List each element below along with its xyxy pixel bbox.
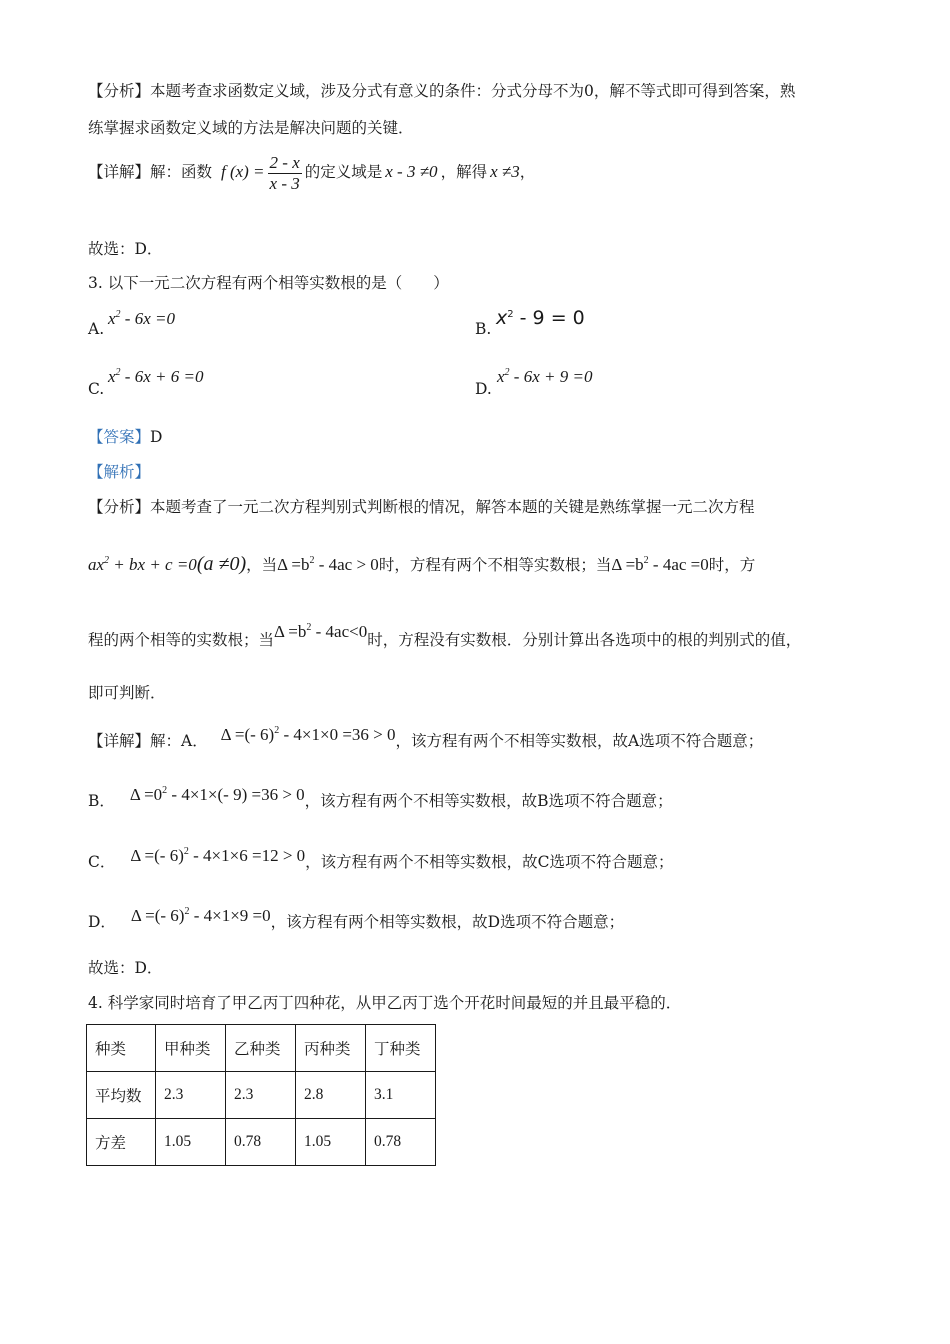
eq-rest: - 6x + 9 =0 bbox=[509, 367, 593, 386]
q3-choice: 故选：D． bbox=[88, 959, 163, 977]
option-c-equation bbox=[108, 367, 203, 387]
exponent: 2 bbox=[309, 555, 315, 566]
option-label: C． bbox=[88, 853, 116, 871]
disc-rest: - 4ac<0 bbox=[311, 622, 368, 641]
exponent: 2 bbox=[504, 367, 510, 378]
detail-text: ，该方程有两个不相等实数根，故B选项不符合题意； bbox=[304, 792, 673, 810]
table-header-cell: 丁种类 bbox=[366, 1025, 436, 1072]
calc-c bbox=[130, 846, 305, 865]
q3-analysis-line-2 bbox=[88, 546, 755, 580]
table-header-row bbox=[87, 1025, 436, 1072]
calc-rest: - 4×1×6 =12 > 0 bbox=[188, 846, 306, 865]
calc-d bbox=[131, 906, 271, 925]
q4-question: 4. 科学家同时培育了甲乙丙丁四种花，从甲乙丙丁选个开花时间最短的并且最平稳的． bbox=[88, 994, 682, 1012]
detail-label: 【详解】 bbox=[88, 163, 151, 181]
eq-var: x bbox=[108, 309, 116, 328]
punctuation: ， bbox=[519, 163, 536, 181]
function-name: f (x) = bbox=[220, 162, 265, 181]
calc-b bbox=[130, 785, 305, 804]
flower-table bbox=[86, 1024, 436, 1166]
eq-var: x bbox=[497, 367, 505, 386]
analysis-label: 【分析】 bbox=[88, 498, 151, 516]
option-c-label: C. bbox=[88, 380, 105, 398]
detail-text: 解：A． bbox=[150, 732, 208, 750]
q3-analysis-line-1 bbox=[88, 496, 755, 518]
exponent: 2 bbox=[115, 309, 121, 320]
discriminant-positive bbox=[277, 555, 379, 574]
option-label: B． bbox=[88, 792, 115, 810]
disc-main: Δ =b bbox=[274, 622, 307, 641]
calc-rest: - 4×1×(- 9) =36 > 0 bbox=[167, 785, 305, 804]
q3-detail-b bbox=[88, 782, 673, 816]
exponent: 2 bbox=[184, 906, 190, 917]
analysis-text: 本题考查求函数定义域，涉及分式有意义的条件：分式分母不为0，解不等式即可得到答案，熟 bbox=[150, 82, 796, 100]
table-header-cell: 丙种类 bbox=[296, 1025, 366, 1072]
domain-condition: x - 3 ≠0 bbox=[385, 162, 438, 181]
domain-result: x ≠3 bbox=[490, 162, 520, 181]
q3-detail-c bbox=[88, 843, 674, 877]
eq-rest: - 9 = 0 bbox=[513, 307, 585, 329]
discriminant-negative bbox=[274, 622, 367, 641]
discriminant-zero bbox=[611, 555, 708, 574]
q3-answer bbox=[88, 426, 162, 448]
q2-choice: 故选：D． bbox=[88, 240, 163, 258]
answer-value: D bbox=[150, 428, 163, 446]
table-cell: 1.05 bbox=[296, 1119, 366, 1166]
table-cell: 方差 bbox=[87, 1119, 156, 1166]
table-row bbox=[87, 1119, 436, 1166]
exponent: 2 bbox=[104, 555, 110, 566]
analysis-label: 【分析】 bbox=[88, 82, 151, 100]
analysis-text: 时，方程有两个不相等实数根；当 bbox=[378, 556, 612, 574]
disc-main: Δ =b bbox=[611, 555, 644, 574]
exponent: 2 bbox=[507, 309, 514, 320]
analysis-text: 时，方 bbox=[708, 556, 756, 574]
analysis-text: 练掌握求函数定义域的方法是解决问题的关键． bbox=[88, 119, 414, 137]
fraction bbox=[268, 153, 302, 194]
eq-condition: (a ≠0) bbox=[196, 553, 247, 575]
table-cell: 2.3 bbox=[226, 1072, 296, 1119]
q3-analysis-line-4: 即可判断． bbox=[88, 684, 166, 702]
analysis-text: 程的两个相等的实数根；当 bbox=[88, 631, 275, 649]
solved-text: ，解得 bbox=[440, 163, 488, 181]
table-cell: 0.78 bbox=[226, 1119, 296, 1166]
analysis-text: 时，方程没有实数根．分别计算出各选项中的根的判别式的值， bbox=[367, 631, 802, 649]
answer-label: 【答案】 bbox=[88, 428, 151, 446]
exponent: 2 bbox=[115, 367, 121, 378]
exponent: 2 bbox=[643, 555, 649, 566]
detail-text: ，该方程有两个不相等实数根，故C选项不符合题意； bbox=[305, 853, 674, 871]
q2-analysis-line-2 bbox=[88, 117, 414, 139]
table-row bbox=[87, 1072, 436, 1119]
option-label: D． bbox=[88, 913, 116, 931]
disc-main: Δ =b bbox=[277, 555, 310, 574]
exponent: 2 bbox=[306, 622, 312, 633]
option-b-label: B. bbox=[475, 320, 492, 338]
detail-text: ，该方程有两个不相等实数根，故A选项不符合题意； bbox=[395, 732, 764, 750]
table-cell: 平均数 bbox=[87, 1072, 156, 1119]
option-b-equation bbox=[496, 307, 585, 329]
calc-a bbox=[221, 725, 396, 744]
q3-detail-d bbox=[88, 903, 624, 937]
eq-var: x bbox=[496, 307, 508, 329]
eq-var: x bbox=[108, 367, 116, 386]
option-d-equation bbox=[497, 367, 592, 387]
table-cell: 3.1 bbox=[366, 1072, 436, 1119]
q3-detail-a bbox=[88, 722, 763, 756]
option-a-label: A. bbox=[88, 320, 105, 338]
analysis-text: 本题考查了一元二次方程判别式判断根的情况，解答本题的关键是熟练掌握一元二次方程 bbox=[150, 498, 755, 516]
calc-rest: - 4×1×9 =0 bbox=[189, 906, 271, 925]
eq-rest: - 6x =0 bbox=[120, 309, 175, 328]
calc-main: Δ =0 bbox=[129, 785, 163, 804]
calc-main: Δ =(- 6) bbox=[130, 846, 184, 865]
disc-rest: - 4ac > 0 bbox=[314, 555, 379, 574]
detail-label: 【详解】 bbox=[88, 732, 151, 750]
domain-text: 的定义域是 bbox=[304, 163, 383, 181]
exponent: 2 bbox=[162, 785, 168, 796]
table-cell: 0.78 bbox=[366, 1119, 436, 1166]
detail-text: 解：函数 bbox=[150, 163, 213, 181]
detail-text: ，该方程有两个相等实数根，故D选项不符合题意； bbox=[270, 913, 625, 931]
table-cell: 1.05 bbox=[156, 1119, 226, 1166]
exponent: 2 bbox=[183, 846, 189, 857]
analysis-text: ，当 bbox=[246, 556, 278, 574]
table-header-cell: 乙种类 bbox=[226, 1025, 296, 1072]
q2-analysis-line-1 bbox=[88, 80, 795, 102]
disc-rest: - 4ac =0 bbox=[648, 555, 709, 574]
q2-detail-line bbox=[88, 150, 535, 194]
table-header-cell: 甲种类 bbox=[156, 1025, 226, 1072]
calc-rest: - 4×1×0 =36 > 0 bbox=[279, 725, 396, 744]
calc-main: Δ =(- 6) bbox=[130, 906, 185, 925]
general-equation bbox=[88, 555, 246, 574]
fraction-numerator: 2 - x bbox=[269, 152, 300, 172]
fraction-denominator: x - 3 bbox=[269, 173, 300, 193]
q3-explain-label: 【解析】 bbox=[88, 463, 151, 481]
eq-var: ax bbox=[88, 555, 105, 574]
eq-rest: + bx + c =0 bbox=[109, 555, 197, 574]
table-header-cell: 种类 bbox=[87, 1025, 156, 1072]
calc-main: Δ =(- 6) bbox=[220, 725, 275, 744]
exponent: 2 bbox=[274, 725, 280, 736]
q3-analysis-line-3 bbox=[88, 621, 801, 655]
eq-rest: - 6x + 6 =0 bbox=[120, 367, 204, 386]
table-cell: 2.3 bbox=[156, 1072, 226, 1119]
table-cell: 2.8 bbox=[296, 1072, 366, 1119]
q3-question: 3. 以下一元二次方程有两个相等实数根的是（ ） bbox=[88, 274, 449, 292]
option-d-label: D. bbox=[475, 380, 492, 398]
option-a-equation bbox=[108, 309, 175, 329]
